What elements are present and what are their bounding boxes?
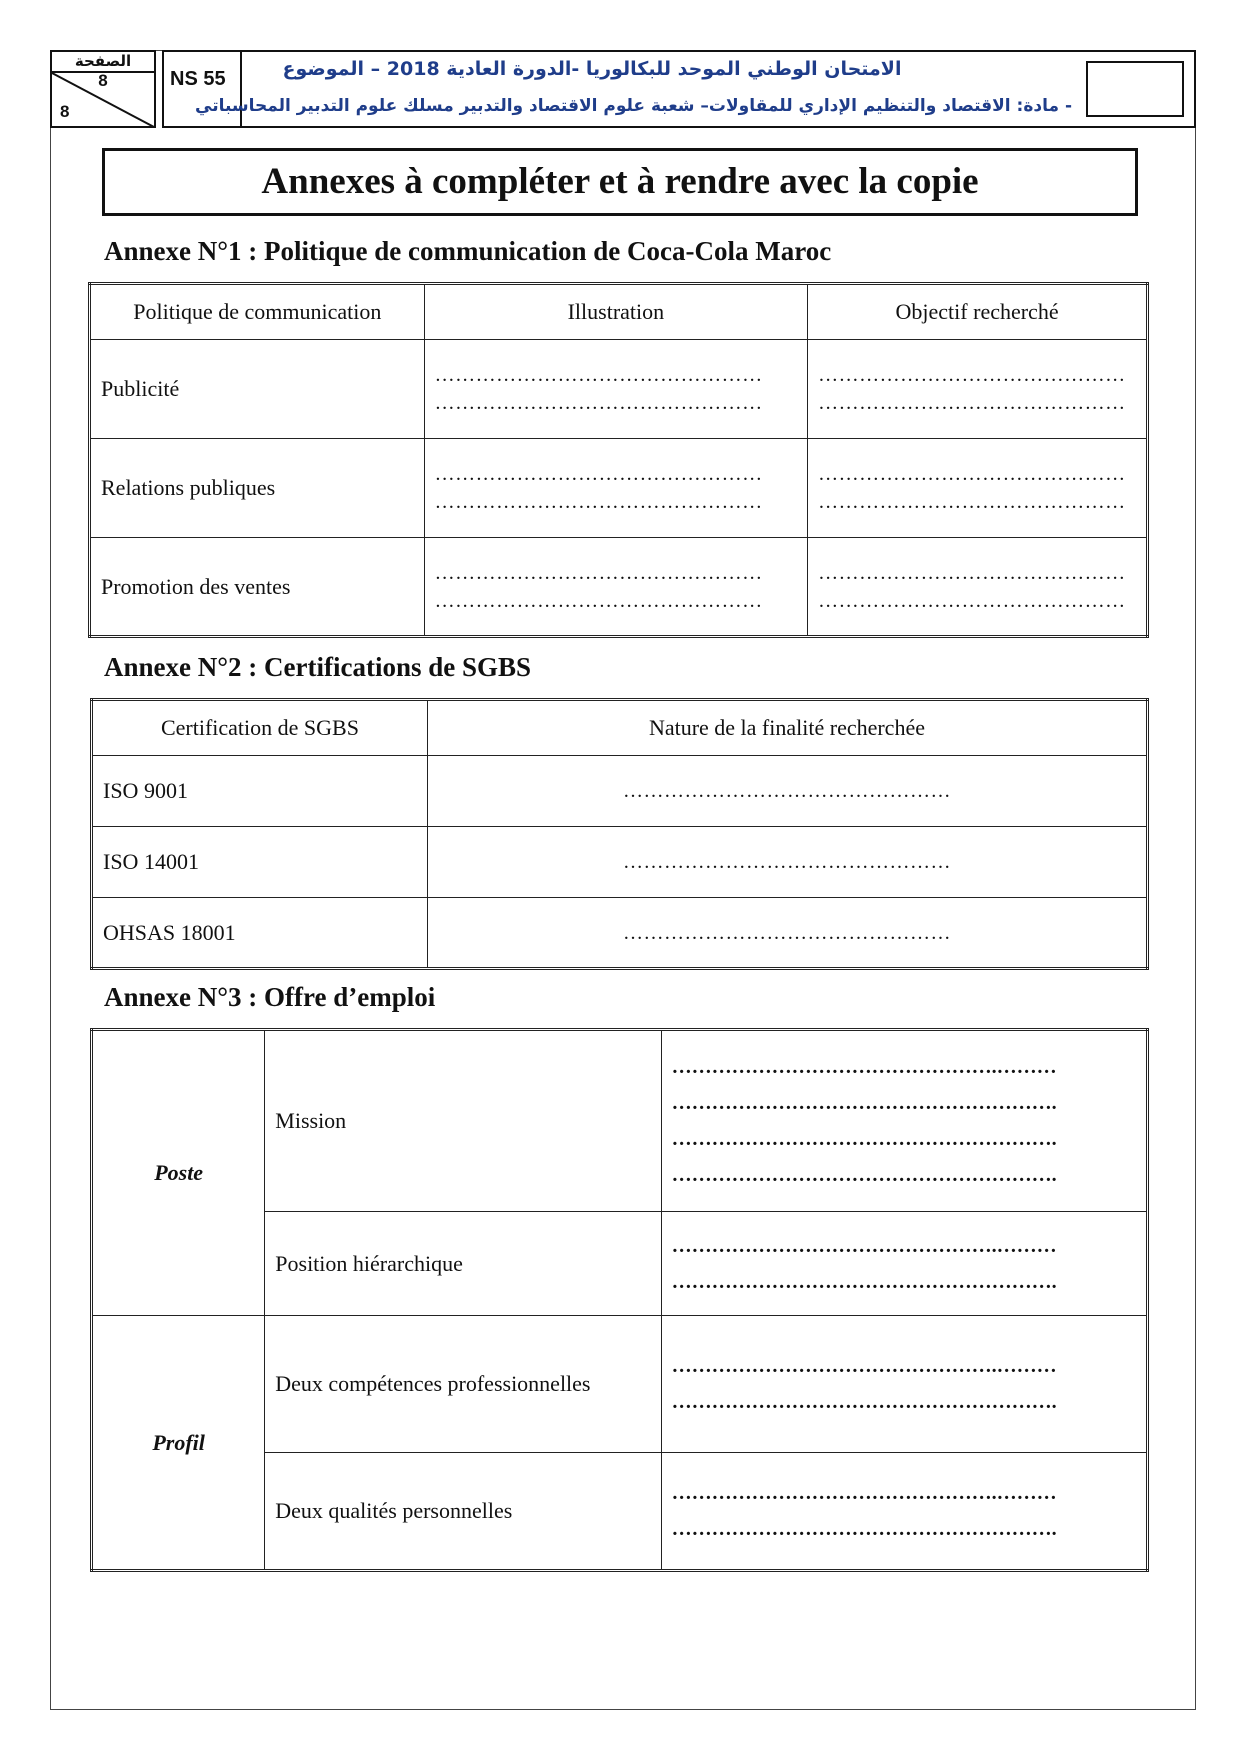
exam-code: NS 55 — [170, 68, 226, 90]
page-number-box — [50, 50, 156, 128]
row-label: ISO 14001 — [92, 827, 428, 898]
column-header: Certification de SGBS — [92, 700, 428, 756]
annexe3-table — [90, 1028, 1149, 1572]
row-label: OHSAS 18001 — [92, 898, 428, 969]
answer-line: ……………………………………… — [818, 491, 1126, 513]
exam-code-box — [162, 50, 242, 128]
category-profil: Profil — [92, 1316, 265, 1571]
answer-line: ………………………………………… — [434, 463, 763, 485]
page-current: 8 — [98, 71, 108, 90]
table-row — [92, 756, 1148, 827]
answer-line: …………………………………………………. — [671, 1518, 1057, 1540]
answer-line: ……………………………………… — [818, 561, 1126, 584]
row-label: Deux qualités personnelles — [265, 1453, 661, 1571]
table-header-row — [90, 284, 1148, 340]
answer-cell[interactable] — [661, 1212, 1147, 1316]
answer-line: ………………………………………….……… — [671, 1056, 1057, 1078]
answer-cell[interactable] — [808, 439, 1148, 538]
answer-cell[interactable] — [808, 538, 1148, 637]
answer-line: …………………………………………………. — [671, 1128, 1057, 1150]
answer-line: …………………………………………………. — [671, 1092, 1057, 1114]
table-row — [90, 538, 1148, 637]
table-row — [92, 827, 1148, 898]
category-poste: Poste — [92, 1030, 265, 1316]
answer-cell[interactable] — [808, 340, 1148, 439]
answer-line: ………………………………………… — [622, 921, 951, 944]
row-label: Position hiérarchique — [265, 1212, 661, 1316]
column-header: Objectif recherché — [808, 284, 1148, 340]
answer-cell[interactable] — [427, 756, 1147, 827]
answer-cell[interactable] — [661, 1453, 1147, 1571]
answer-line: ………………………………………….……… — [671, 1355, 1057, 1377]
answer-line: ………………………………………… — [434, 491, 763, 513]
row-label: Relations publiques — [90, 439, 425, 538]
answer-cell[interactable] — [661, 1316, 1147, 1453]
annexe1-title: Annexe N°1 : Politique de communication de Coca-Cola Maroc — [104, 236, 832, 266]
table-row — [92, 1316, 1148, 1453]
answer-cell[interactable] — [424, 340, 808, 439]
annexe2-title: Annexe N°2 : Certifications de SGBS — [104, 652, 532, 682]
row-label: Promotion des ventes — [90, 538, 425, 637]
answer-cell[interactable] — [424, 439, 808, 538]
answer-line: ………………………………………….……… — [671, 1234, 1057, 1257]
answer-cell[interactable] — [424, 538, 808, 637]
page-label: الصفحة — [52, 52, 154, 73]
table-row — [92, 1030, 1148, 1212]
answer-line: ………………………………………… — [434, 392, 763, 414]
table-header-row — [92, 700, 1148, 756]
answer-cell[interactable] — [427, 898, 1147, 969]
answer-line: ………………………………………….……… — [671, 1482, 1057, 1504]
table-row — [92, 898, 1148, 969]
annexe3-title: Annexe N°3 : Offre d’emploi — [104, 982, 436, 1012]
exam-title-line2: - مادة: الاقتصاد والتنظيم الإداري للمقاولات– شعبة علوم الاقتصاد والتدبير مسلك علوم التدبير المحاسباتي — [195, 96, 1072, 116]
answer-line: …………………………………………………. — [671, 1391, 1057, 1413]
exam-title-line1: الامتحان الوطني الموحد للبكالوريا -الدورة العادية 2018 – الموضوع — [282, 58, 902, 80]
answer-cell[interactable] — [427, 827, 1147, 898]
answer-cell[interactable] — [661, 1030, 1147, 1212]
annexe2-table — [90, 698, 1149, 970]
answer-line: ………………………………………… — [622, 780, 951, 802]
answer-line: ………………………………………… — [434, 589, 763, 612]
answer-line: ……………………………………… — [818, 463, 1126, 485]
answer-line: ……………………………………… — [818, 589, 1126, 612]
answer-line: ………………………………………… — [434, 364, 763, 386]
row-label: Deux compétences professionnelles — [265, 1316, 661, 1453]
column-header: Politique de communication — [90, 284, 425, 340]
answer-line: ……………………………………… — [818, 364, 1126, 386]
row-label: Publicité — [90, 340, 425, 439]
column-header: Nature de la finalité recherchée — [427, 700, 1147, 756]
page-title: Annexes à compléter et à rendre avec la copie — [102, 148, 1138, 216]
candidate-code-box[interactable] — [1086, 61, 1184, 117]
table-row — [90, 340, 1148, 439]
answer-line: ………………………………………… — [622, 851, 951, 873]
page-total: 8 — [60, 102, 70, 121]
table-row — [90, 439, 1148, 538]
answer-line: ………………………………………… — [434, 561, 763, 584]
row-label: ISO 9001 — [92, 756, 428, 827]
annexe1-table — [88, 282, 1149, 638]
answer-line: …………………………………………………. — [671, 1270, 1057, 1293]
row-label: Mission — [265, 1030, 661, 1212]
column-header: Illustration — [424, 284, 808, 340]
answer-line: …………………………………………………. — [671, 1164, 1057, 1186]
answer-line: ……………………………………… — [818, 392, 1126, 414]
